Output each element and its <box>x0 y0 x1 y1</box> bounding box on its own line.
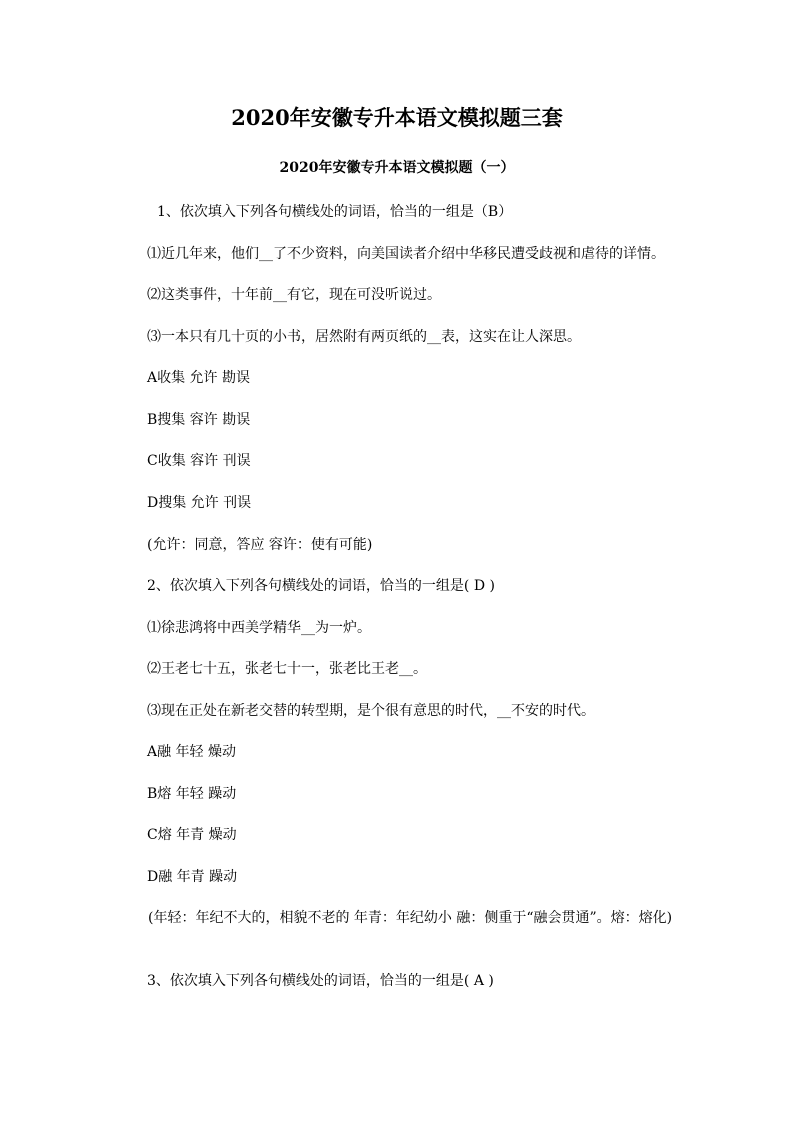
question-1-sentence-1: ⑴近几年来，他们__了不少资料，向美国读者介绍中华移民遭受歧视和虐待的详情。 <box>147 246 665 262</box>
question-1-stem: 1、依次填入下列各句横线处的词语，恰当的一组是（B） <box>157 204 513 220</box>
question-1-note: (允许：同意，答应 容许：使有可能) <box>147 537 373 553</box>
question-1-option-d: D搜集 允许 刊误 <box>147 495 252 511</box>
question-1-option-b: B搜集 容许 勘误 <box>147 412 251 428</box>
question-1-sentence-3: ⑶一本只有几十页的小书，居然附有两页纸的__表，这实在让人深思。 <box>147 329 581 345</box>
document-subtitle: 2020年安徽专升本语文模拟题（一） <box>279 160 515 176</box>
document-title: 2020年安徽专升本语文模拟题三套 <box>231 105 563 130</box>
question-2-sentence-3: ⑶现在正处在新老交替的转型期，是个很有意思的时代，__不安的时代。 <box>147 703 595 719</box>
question-2-option-b: B熔 年轻 躁动 <box>147 786 237 802</box>
question-1-sentence-2: ⑵这类事件，十年前__有它，现在可没听说过。 <box>147 287 441 303</box>
question-2-sentence-2: ⑵王老七十五，张老七十一，张老比王老__。 <box>147 661 427 677</box>
question-1-option-a: A收集 允许 勘误 <box>147 370 251 386</box>
question-3-stem: 3、依次填入下列各句横线处的词语，恰当的一组是( A ) <box>147 973 494 989</box>
question-2-option-c: C熔 年青 燥动 <box>147 827 237 843</box>
question-2-option-a: A融 年轻 燥动 <box>147 744 237 760</box>
question-1-option-c: C收集 容许 刊误 <box>147 453 251 469</box>
question-2-stem: 2、依次填入下列各句横线处的词语，恰当的一组是( D ) <box>147 578 495 594</box>
question-2-option-d: D融 年青 躁动 <box>147 869 238 885</box>
question-2-sentence-1: ⑴徐悲鸿将中西美学精华__为一炉。 <box>147 620 371 636</box>
question-2-note: (年轻：年纪不大的，相貌不老的 年青：年纪幼小 融：侧重于“融会贯通”。熔：熔化) <box>148 910 673 926</box>
